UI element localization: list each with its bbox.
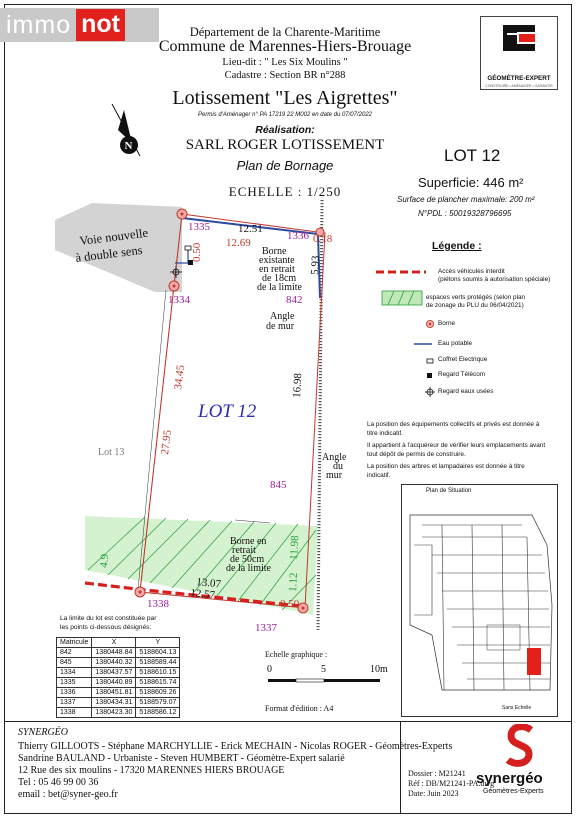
dim-right-low: 11.98 [288,535,302,561]
footer-ref: Réf : DB/M21241-PA.dwg [408,779,495,788]
legend-access-1: Accès véhicules interdit [438,268,505,275]
footer-tel: Tel : 05 46 99 00 36 [18,777,99,788]
dim-left-inner: 34.45 [172,364,187,391]
watermark-not: not [76,9,125,41]
legend-telecom: Regard Télécom [438,371,486,378]
department-title: Département de la Charente-Maritime [189,25,381,39]
synergeo-logo-icon [503,724,537,770]
dim-green: 4.9 [98,553,112,569]
situation-drawing [402,485,557,716]
col-x: X [92,638,136,648]
watermark-immo: immo [6,10,72,39]
dim-bottom-inner: 13.07 [195,576,222,591]
north-arrow-icon [112,104,140,156]
table-row: 845 1380440.32 5188589.44 [57,658,180,668]
road-label-1: Voie nouvelle [78,225,149,248]
legend-access-2: (piétons soumis à autorisation spéciale) [438,276,551,283]
format-edition: Format d'édition : A4 [265,704,334,713]
legend-eaux-usees: Regard eaux usées [438,388,494,395]
borne-1335-icon [177,209,187,219]
point-1334: 1334 [168,294,190,306]
scale-bar-tick-10: 10m [370,664,388,675]
legend-coffret: Coffret Electrique [438,356,488,363]
situation-map [401,484,558,717]
footer-line-2: Sandrine BAULAND - Urbaniste - Steven HUMBERT - Géomètre-Expert salarié [18,753,345,764]
footer-dossier: Dossier : M21241 [408,769,466,778]
dim-left-outer: 27.95 [159,429,174,456]
note-line-4: tout dépôt de permis de construire. [367,451,466,458]
situation-highlight [527,648,541,675]
borne-top-note-4: de 18cm [262,273,297,284]
borne-bot-note-3: de 50cm [230,554,265,565]
note-line-5: La position des arbres et lampadaires est donnée à titre [367,463,525,470]
dim-right-small: 1.12 [287,572,301,593]
col-matricule: Matricule [57,638,92,648]
note-line-6: indicatif. [367,472,391,479]
svg-text:N: N [124,140,133,152]
ge-logo-mark [481,17,557,69]
footer-line-1: Thierry GILLOOTS - Stéphane MARCHYLLIE - Erick MECHAIN - Nicolas ROGER - Géomètres-Experts [18,741,453,752]
note-line-1: La position des équipements collectifs et privés est donnée à [367,421,540,428]
legend-green-1: espaces verts protégés (selon plan [426,294,526,301]
ge-logo-text: GÉOMÈTRE-EXPERT [487,75,551,82]
table-row: 842 1380448.84 5188604.13 [57,648,180,658]
coords-caption-2: les points ci-dessous désignés: [60,624,152,631]
synergeo-brand-sub: Géomètres-Experts [483,788,544,795]
footer-divider [4,721,572,722]
coordinates-table [56,637,180,718]
table-row: 1336 1380451.81 5188609.26 [57,688,180,698]
footer-address: 12 Rue des six moulins - 17320 MARENNES HIERS BROUAGE [18,765,285,776]
borne-top-note-1: Borne [262,246,287,257]
borne-1334-icon [169,281,179,291]
realisation-company: SARL ROGER LOTISSEMENT [185,137,385,153]
lot-12-label: LOT 12 [198,401,257,422]
angle-note-2c: mur [326,470,343,481]
coords-caption-1: La limite du lot est constituée par [60,615,157,622]
lieu-dit: Lieu-dit : " Les Six Moulins " [222,57,348,68]
footer-vertical-divider [400,721,401,814]
borne-1337-icon [298,603,308,613]
scale-bar-tick-5: 5 [321,664,326,675]
angle-note-1b: de mur [266,321,295,332]
situation-sans-echelle: Sans Echelle [502,705,532,711]
note-line-2: titre indicatif. [367,430,403,437]
table-row: 1335 1380440.89 5188615.74 [57,678,180,688]
scale-bar [268,679,380,682]
realisation-label: Réalisation: [255,124,315,136]
table-header-row [57,638,180,648]
plan-type: Plan de Bornage [236,158,334,173]
dim-top-inner: 12.69 [226,237,251,249]
note-line-3: Il appartient à l'acquéreur de vérifier leurs emplacements avant [367,442,546,449]
scale-bar-title: Echelle graphique : [265,650,328,659]
legend-borne: Borne [438,320,456,327]
road-label-2: à double sens [74,242,144,265]
angle-note-1a: Angle [270,311,295,322]
dim-top-right: 0.18 [313,233,333,245]
dim-bottom-small: 0.50 [280,598,300,610]
borne-bot-note-1: Borne en [230,536,267,547]
borne-bot-note-2: retrait [232,545,256,556]
borne-bot-note-4: de la limite [226,563,271,574]
table-row: 1338 1380423.30 5188586.12 [57,708,180,718]
telecom-symbol [427,373,432,378]
point-842: 842 [286,294,303,306]
dim-top-outer: 12.51 [238,223,263,235]
point-1338: 1338 [147,598,169,610]
angle-note-2a: Angle [322,452,347,463]
borne-top-note-2: existante [259,255,295,266]
footer-company: SYNERGÉO [18,727,68,738]
lot-13-label: Lot 13 [98,447,125,458]
point-1335: 1335 [188,221,210,233]
point-1336: 1336 [287,230,309,242]
commune-title: Commune de Marennes-Hiers-Brouage [158,38,412,55]
cadastre: Cadastre : Section BR n°288 [224,70,346,81]
geometre-expert-logo [480,16,558,90]
dim-right-mid: 16.98 [291,372,305,399]
lot-pdl: N°PDL : 50019328796695 [418,209,512,218]
borne-top-note-5: de la limite [257,282,302,293]
borne-1338-icon [135,587,145,597]
scale-bar-tick-0: 0 [267,664,272,675]
lot-superficie: Superficie: 446 m² [418,175,524,190]
situation-title: Plan de Situation [426,488,472,494]
footer-email: email : bet@syner-geo.fr [18,789,118,800]
permis-reference: Permis d'Aménager n° PA 17219 22 M002 en date du 07/07/2022 [198,112,372,118]
point-845: 845 [270,479,287,491]
borne-top-note-3: en retrait [259,264,295,275]
lot-plancher: Surface de plancher maximale: 200 m² [397,195,535,204]
footer-date: Date: Juin 2023 [408,789,459,798]
dim-bottom-outer: 12.57 [189,587,216,602]
table-row: 1337 1380434.31 5188579.07 [57,698,180,708]
synergeo-brand: synergéo [476,770,543,787]
dim-right-upper: 5.93 [309,255,323,276]
legend-title: Légende : [432,240,482,252]
scale-label: ECHELLE : 1/250 [228,184,342,199]
col-y: Y [136,638,180,648]
table-row: 1334 1380437.57 5188610.15 [57,668,180,678]
angle-note-2b: du [333,461,343,472]
lot-title: LOT 12 [444,146,501,165]
legend-water: Eau potable [438,340,473,347]
ge-logo-sub: CONSTRUIRE • AMÉNAGER • GARANTIR [485,84,553,88]
lotissement-title: Lotissement "Les Aigrettes" [172,87,398,109]
legend-green-2: de zonage du PLU du 06/04/2021) [426,302,524,309]
coffret-symbol [427,359,433,363]
point-1337: 1337 [255,622,277,634]
dim-left-small: 0.50 [191,242,203,262]
